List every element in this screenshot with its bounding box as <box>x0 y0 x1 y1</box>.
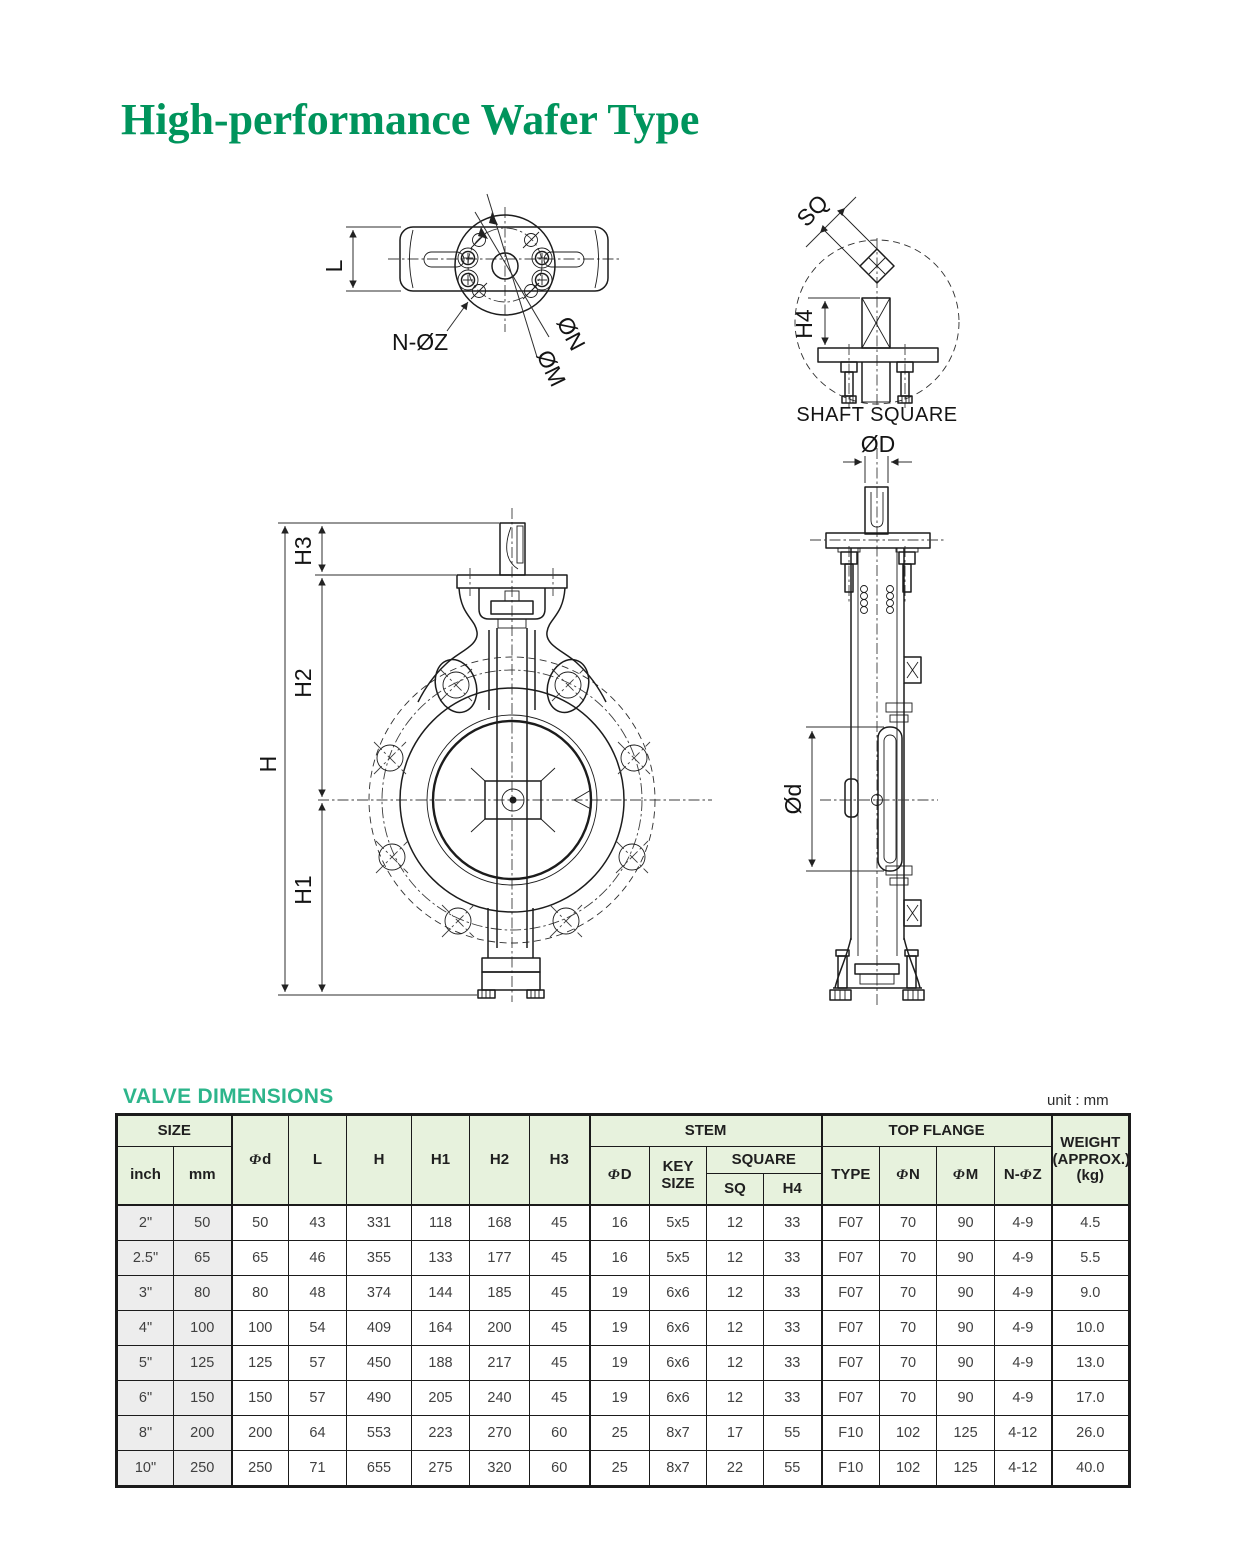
cell: 553 <box>347 1416 412 1451</box>
cell: 90 <box>937 1381 995 1416</box>
cell: 19 <box>590 1276 650 1311</box>
cell: 409 <box>347 1311 412 1346</box>
dim-label-om: ØM <box>531 345 572 391</box>
cell: 17 <box>707 1416 764 1451</box>
cell: 25 <box>590 1451 650 1487</box>
cell: 45 <box>530 1381 590 1416</box>
cell: 12 <box>707 1205 764 1241</box>
cell: 100 <box>174 1311 232 1346</box>
cell: 90 <box>937 1276 995 1311</box>
cell: 133 <box>412 1241 470 1276</box>
col-header-h1: H1 <box>412 1115 470 1206</box>
cell: 6" <box>117 1381 174 1416</box>
side-top-bolts <box>838 546 918 614</box>
cell: 55 <box>764 1416 822 1451</box>
cell: 125 <box>937 1416 995 1451</box>
side-view-drawing <box>780 431 946 1006</box>
cell: 4-9 <box>995 1381 1052 1416</box>
page-title: High-performance Wafer Type <box>121 95 700 144</box>
cell: 70 <box>880 1276 937 1311</box>
cell: 70 <box>880 1381 937 1416</box>
dim-label-h2: H2 <box>290 668 316 698</box>
cell: 90 <box>937 1311 995 1346</box>
cell: 33 <box>764 1311 822 1346</box>
cell: 177 <box>470 1241 530 1276</box>
cell: 12 <box>707 1381 764 1416</box>
cell: 90 <box>937 1241 995 1276</box>
cell: 45 <box>530 1241 590 1276</box>
cell: 22 <box>707 1451 764 1487</box>
cell: 125 <box>174 1346 232 1381</box>
section-heading: VALVE DIMENSIONS <box>123 1085 334 1108</box>
shaft-square-drawing <box>791 189 959 426</box>
cell: 70 <box>880 1205 937 1241</box>
col-header-phi-n: ΦN <box>880 1147 937 1206</box>
cell: 12 <box>707 1311 764 1346</box>
table-row <box>117 1205 1130 1241</box>
cell: F07 <box>822 1311 880 1346</box>
cell: 250 <box>232 1451 289 1487</box>
cell: 655 <box>347 1451 412 1487</box>
cell: 5" <box>117 1346 174 1381</box>
cell: F10 <box>822 1451 880 1487</box>
cell: 6x6 <box>650 1381 707 1416</box>
cell: 4" <box>117 1311 174 1346</box>
cell: 6x6 <box>650 1346 707 1381</box>
dim-label-h: H <box>255 755 281 773</box>
col-header-phi-d-small: Φd <box>232 1115 289 1206</box>
front-view-drawing <box>255 508 712 1002</box>
cell: 17.0 <box>1052 1381 1130 1416</box>
cell: 65 <box>232 1241 289 1276</box>
cell: 200 <box>470 1311 530 1346</box>
col-group-stem: STEM <box>590 1115 822 1147</box>
unit-label: unit : mm <box>1047 1092 1109 1109</box>
weight-line-3: (kg) <box>1076 1167 1105 1185</box>
cell: 4-12 <box>995 1416 1052 1451</box>
col-header-h4: H4 <box>764 1174 822 1206</box>
cell: 60 <box>530 1416 590 1451</box>
cell: 90 <box>937 1205 995 1241</box>
cell: 19 <box>590 1311 650 1346</box>
cell: 55 <box>764 1451 822 1487</box>
col-group-top-flange: TOP FLANGE <box>822 1115 1052 1147</box>
cell: F07 <box>822 1241 880 1276</box>
cell: 9.0 <box>1052 1276 1130 1311</box>
cell: 50 <box>174 1205 232 1241</box>
cell: 4-9 <box>995 1346 1052 1381</box>
weight-line-1: WEIGHT <box>1060 1133 1121 1151</box>
cell: 71 <box>289 1451 347 1487</box>
cell: 46 <box>289 1241 347 1276</box>
cell: 60 <box>530 1451 590 1487</box>
col-header-type: TYPE <box>822 1147 880 1206</box>
cell: 8x7 <box>650 1451 707 1487</box>
cell: 25 <box>590 1416 650 1451</box>
cell: 70 <box>880 1311 937 1346</box>
cell: 144 <box>412 1276 470 1311</box>
dim-label-h4: H4 <box>791 309 817 339</box>
cell: 70 <box>880 1241 937 1276</box>
cell: 64 <box>289 1416 347 1451</box>
table-body <box>117 1205 1130 1487</box>
col-group-square: SQUARE <box>707 1147 822 1174</box>
cell: 6x6 <box>650 1276 707 1311</box>
cell: 200 <box>174 1416 232 1451</box>
cell: 217 <box>470 1346 530 1381</box>
cell: 2" <box>117 1205 174 1241</box>
cell: 205 <box>412 1381 470 1416</box>
cell: 33 <box>764 1381 822 1416</box>
side-top-flange <box>826 533 930 548</box>
col-header-mm: mm <box>174 1147 232 1206</box>
cell: 320 <box>470 1451 530 1487</box>
cell: 188 <box>412 1346 470 1381</box>
table-row <box>117 1381 1130 1416</box>
cell: F10 <box>822 1416 880 1451</box>
cell: 5.5 <box>1052 1241 1130 1276</box>
cell: 490 <box>347 1381 412 1416</box>
cell: 2.5" <box>117 1241 174 1276</box>
dim-label-l: L <box>321 259 347 273</box>
weight-line-2: (APPROX.) <box>1052 1150 1131 1168</box>
cell: 48 <box>289 1276 347 1311</box>
cell: 118 <box>412 1205 470 1241</box>
shaft-square-caption: SHAFT SQUARE <box>796 404 958 426</box>
cell: 12 <box>707 1241 764 1276</box>
cell: 150 <box>232 1381 289 1416</box>
cell: 4-9 <box>995 1276 1052 1311</box>
cell: 8" <box>117 1416 174 1451</box>
cell: 10" <box>117 1451 174 1487</box>
cell: 33 <box>764 1276 822 1311</box>
cell: 275 <box>412 1451 470 1487</box>
cell: 54 <box>289 1311 347 1346</box>
table-row <box>117 1276 1130 1311</box>
cell: 13.0 <box>1052 1346 1130 1381</box>
cell: 250 <box>174 1451 232 1487</box>
cell: 10.0 <box>1052 1311 1130 1346</box>
cell: F07 <box>822 1205 880 1241</box>
dim-label-h3: H3 <box>290 536 316 566</box>
cell: 4-12 <box>995 1451 1052 1487</box>
col-header-h3: H3 <box>530 1115 590 1206</box>
cell: 57 <box>289 1346 347 1381</box>
cell: 33 <box>764 1205 822 1241</box>
cell: 50 <box>232 1205 289 1241</box>
cell: F07 <box>822 1381 880 1416</box>
dim-label-od-stem: ØD <box>860 431 896 457</box>
cell: 3" <box>117 1276 174 1311</box>
table-row <box>117 1451 1130 1487</box>
cell: 240 <box>470 1381 530 1416</box>
col-header-inch: inch <box>117 1147 174 1206</box>
col-header-n-phi-z: N-ΦZ <box>995 1147 1052 1206</box>
dim-label-n-oz: N-ØZ <box>392 329 449 355</box>
dim-label-od-disc: Ød <box>780 783 806 815</box>
cell: 331 <box>347 1205 412 1241</box>
cell: 200 <box>232 1416 289 1451</box>
cell: 33 <box>764 1346 822 1381</box>
mounting-plate <box>818 348 938 362</box>
cell: 19 <box>590 1346 650 1381</box>
cell: 40.0 <box>1052 1451 1130 1487</box>
cell: 125 <box>937 1451 995 1487</box>
cell: 19 <box>590 1381 650 1416</box>
cell: 65 <box>174 1241 232 1276</box>
cell: F07 <box>822 1346 880 1381</box>
cell: 164 <box>412 1311 470 1346</box>
cell: 223 <box>412 1416 470 1451</box>
col-header-sq: SQ <box>707 1174 764 1206</box>
cell: 33 <box>764 1241 822 1276</box>
col-header-l: L <box>289 1115 347 1206</box>
dim-label-sq: SQ <box>791 189 834 232</box>
cell: 150 <box>174 1381 232 1416</box>
table-row <box>117 1346 1130 1381</box>
table-row <box>117 1311 1130 1346</box>
stem-top <box>500 523 525 575</box>
cell: 45 <box>530 1205 590 1241</box>
cell: 5x5 <box>650 1241 707 1276</box>
cell: 43 <box>289 1205 347 1241</box>
cell: 80 <box>232 1276 289 1311</box>
dim-label-h1: H1 <box>290 875 316 905</box>
cell: 4-9 <box>995 1311 1052 1346</box>
cell: 8x7 <box>650 1416 707 1451</box>
col-header-h: H <box>347 1115 412 1206</box>
top-view-drawing <box>321 194 620 391</box>
cell: 125 <box>232 1346 289 1381</box>
cell: 102 <box>880 1416 937 1451</box>
header-row-groups <box>117 1115 1130 1147</box>
cell: 450 <box>347 1346 412 1381</box>
cell: 45 <box>530 1311 590 1346</box>
cell: 16 <box>590 1241 650 1276</box>
cell: 90 <box>937 1346 995 1381</box>
cell: 12 <box>707 1276 764 1311</box>
col-header-phi-d-big: ΦD <box>590 1147 650 1206</box>
cell: 45 <box>530 1276 590 1311</box>
col-group-size: SIZE <box>117 1115 232 1147</box>
cell: 6x6 <box>650 1311 707 1346</box>
cell: 16 <box>590 1205 650 1241</box>
disc-section <box>878 727 902 871</box>
cell: F07 <box>822 1276 880 1311</box>
valve-dimensions-table <box>115 1113 1131 1488</box>
dim-label-on: ØN <box>551 312 591 355</box>
cell: 185 <box>470 1276 530 1311</box>
table-row <box>117 1241 1130 1276</box>
col-header-phi-m: ΦM <box>937 1147 995 1206</box>
cell: 5x5 <box>650 1205 707 1241</box>
cell: 270 <box>470 1416 530 1451</box>
cell: 12 <box>707 1346 764 1381</box>
cell: 4.5 <box>1052 1205 1130 1241</box>
cell: 80 <box>174 1276 232 1311</box>
cell: 26.0 <box>1052 1416 1130 1451</box>
col-header-weight <box>1052 1115 1130 1206</box>
table-row <box>117 1416 1130 1451</box>
cell: 70 <box>880 1346 937 1381</box>
col-header-h2: H2 <box>470 1115 530 1206</box>
cell: 57 <box>289 1381 347 1416</box>
cell: 102 <box>880 1451 937 1487</box>
cell: 355 <box>347 1241 412 1276</box>
cell: 45 <box>530 1346 590 1381</box>
cell: 100 <box>232 1311 289 1346</box>
cell: 4-9 <box>995 1205 1052 1241</box>
cell: 374 <box>347 1276 412 1311</box>
cell: 4-9 <box>995 1241 1052 1276</box>
col-header-key-size: KEY SIZE <box>650 1147 707 1206</box>
cell: 168 <box>470 1205 530 1241</box>
